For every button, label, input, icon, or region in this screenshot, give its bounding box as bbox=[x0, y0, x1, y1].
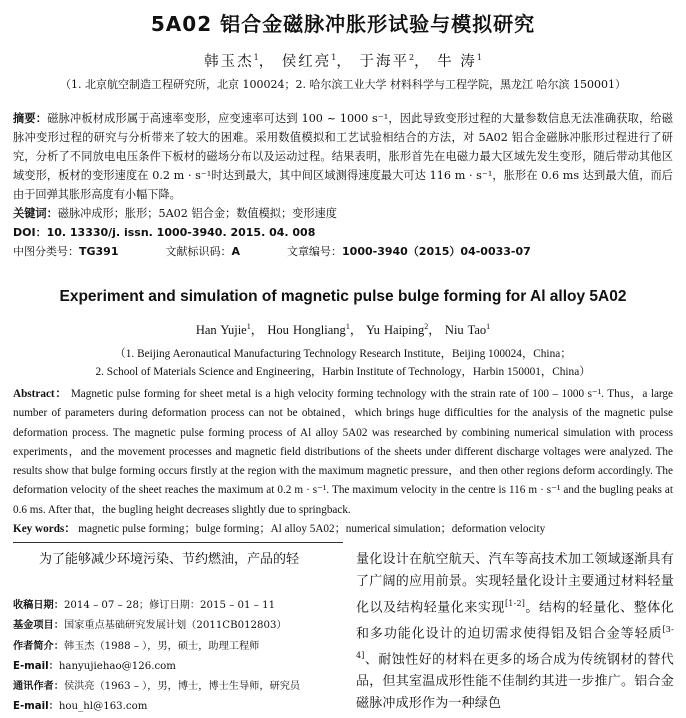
author-en: Yu Haiping bbox=[365, 323, 425, 337]
doc-code-value: A bbox=[231, 245, 241, 258]
footnote-label: E-mail： bbox=[13, 701, 59, 713]
affiliation-cn: （1. 北京航空制造工程研究所，北京 100024；2. 哈尔滨工业大学 材料科学与工程学院，黑龙江 哈尔滨 150001） bbox=[60, 78, 626, 91]
abstract-en bbox=[13, 385, 673, 520]
footnote-author-email bbox=[13, 657, 343, 677]
keywords-en-label: Key words： bbox=[13, 523, 76, 536]
footnote-text: hou_hl@163.com bbox=[58, 701, 148, 713]
footnote-received bbox=[13, 596, 343, 616]
doc-code-label: 文献标识码： bbox=[165, 245, 232, 258]
footnote-label: 作者简介： bbox=[13, 640, 64, 652]
footnote-divider bbox=[13, 542, 343, 543]
author-affil-mark: 2 bbox=[424, 321, 429, 331]
author-cn: 牛 涛 bbox=[437, 54, 477, 70]
footnote-label: 收稿日期： bbox=[13, 600, 64, 611]
keywords-en-text: magnetic pulse forming；bulge forming；Al alloy 5A02；numerical simulation；deformation velocity bbox=[78, 523, 546, 536]
abstract-cn-block bbox=[13, 109, 673, 261]
footnote-text: hanyujiehao@126.com bbox=[58, 660, 176, 672]
author-affil-mark: 1 bbox=[486, 321, 491, 331]
intro-right-part3: 、耐蚀性好的材料在更多的场合成为传统钢材的替代品，但其室温成形性能不佳制约其进一步推广。铝合金磁脉冲成形作为一种绿色 bbox=[356, 652, 674, 711]
authors-cn: 韩玉杰$^1$， 侯红亮$^1$， 于海平$^2$， 牛 涛$^1$ bbox=[204, 53, 482, 70]
footnote-text: 国家重点基础研究发展计划（2011CB012803） bbox=[63, 620, 287, 632]
author-en: Niu Tao bbox=[444, 323, 487, 337]
abstract-en-block bbox=[13, 385, 673, 539]
author-cn: 侯红亮 bbox=[281, 54, 332, 70]
author-affil-mark: 1 bbox=[246, 321, 251, 331]
author-en: Han Yujie bbox=[195, 323, 247, 337]
paper-title-cn: 5A02 铝合金磁脉冲胀形试验与模拟研究 bbox=[150, 12, 536, 36]
abstract-cn bbox=[13, 109, 673, 204]
keywords-cn bbox=[13, 204, 673, 223]
author-en: Hou Hongliang bbox=[267, 323, 346, 337]
footnote-text: 侯洪亮（1963 – ），男，博士，博士生导师，研究员 bbox=[63, 681, 301, 693]
author-affil-mark: 1 bbox=[345, 321, 350, 331]
authors-en: Han Yujie$^1$， Hou Hongliang$^1$， Yu Haiping$^2$， Niu Tao$^1$ bbox=[195, 321, 491, 337]
intro-right-part1: 量化设计在航空航天、汽车等高技术加工领域逐渐具有了广阔的应用前景。实现轻量化设计主要通过材料轻量化以及结构轻量化来实现 bbox=[356, 552, 674, 615]
author-affil-mark: 1 bbox=[331, 53, 337, 63]
citation-ref: [1-2] bbox=[504, 598, 526, 608]
clc-label: 中图分类号： bbox=[13, 245, 79, 258]
author-affil-mark: 1 bbox=[476, 53, 482, 63]
affiliation-en-2: 2. School of Materials Science and Engineering，Harbin Institute of Technology，Harbin 150001，China） bbox=[95, 366, 591, 378]
article-no-value: 1000-3940（2015）04-0033-07 bbox=[342, 245, 531, 258]
author-affil-mark: 1 bbox=[253, 53, 259, 63]
footnote-text: 2014 – 07 – 28；修订日期：2015 – 01 – 11 bbox=[63, 600, 276, 611]
classification-line bbox=[13, 242, 673, 261]
abstract-en-label: Abstract： bbox=[13, 388, 68, 400]
citation-ref: [3-4] bbox=[356, 624, 674, 660]
footnote-author-bio bbox=[13, 637, 343, 657]
footnotes bbox=[13, 596, 343, 718]
affiliation-en-1: （1. Beijing Aeronautical Manufacturing Technology Research Institute，Beijing 100024，China； bbox=[114, 348, 572, 360]
footnote-text: 韩玉杰（1988 – ），男，硕士，助理工程师 bbox=[63, 640, 260, 652]
intro-right-part2: 。结构的轻量化、整体化和多功能化设计的迫切需求使得铝及铝合金等轻质 bbox=[356, 599, 674, 642]
intro-left-text: 为了能够减少环境污染、节约燃油，产品的轻 bbox=[39, 552, 300, 567]
footnote-label: 基金项目： bbox=[13, 620, 64, 632]
article-no-label: 文章编号： bbox=[287, 245, 343, 258]
footnote-label: 通讯作者： bbox=[13, 681, 64, 693]
footnote-label: E-mail： bbox=[13, 660, 59, 672]
footnote-corresponding bbox=[13, 677, 343, 697]
abstract-cn-text: 磁脉冲板材成形属于高速率变形，应变速率可达到 100 ~ 1000 s⁻¹，因此导致变形过程的大量参数信息无法准确获取，给磁脉冲变形过程的研究与分析带来了较大的困难。采用数值模拟和工艺试验相结合的方法，对 5A02 铝合金磁脉冲胀形过程进行了研究，分析了不同放电电压条件下板材的磁场分布以及运动过程。结果表明，胀形首先在电磁力最大区域先发生变形，随后带动其他区域变形，板材的变形速度在 0.2 m · s⁻¹时达到最大，其中间区域测得速度最大可达 116 m · s⁻¹，胀形在 0.6 ms 达到最大值，而后由于回弹其胀形高度有小幅下降。 bbox=[13, 112, 673, 201]
doi-line bbox=[13, 223, 673, 242]
intro-right-text bbox=[356, 549, 674, 715]
keywords-cn-label: 关键词： bbox=[13, 207, 58, 220]
footnote-funding bbox=[13, 616, 343, 636]
doi-label: DOI： bbox=[13, 226, 47, 239]
author-affil-mark: 2 bbox=[409, 53, 415, 63]
clc-value: TG391 bbox=[79, 245, 119, 258]
paper-title-en: Experiment and simulation of magnetic pulse bulge forming for Al alloy 5A02 bbox=[59, 288, 627, 305]
author-cn: 于海平 bbox=[359, 54, 409, 70]
author-cn: 韩玉杰 bbox=[204, 54, 254, 70]
footnote-corresponding-email bbox=[13, 697, 343, 717]
keywords-en bbox=[13, 520, 673, 539]
doi-value: 10. 13330/j. issn. 1000-3940. 2015. 04. 008 bbox=[46, 226, 316, 239]
abstract-cn-label: 摘要： bbox=[13, 112, 48, 125]
abstract-en-text: Magnetic pulse forming for sheet metal is a high velocity forming technology with the strain rate of 100 – 1000 s⁻¹. Thus，a large number of parameters during deformation process can not be obtained，which brings huge difficulties for the analysis of the magnetic pulse deformation process. The magnetic pulse forming process of Al alloy 5A02 was researched by combining numerical simulation with process experiments，and the movement processes and magnetic field distributions of the sheets under different discharge voltages were analyzed. The results show that bulge forming occurs firstly at the region with the maximum magnetic pressure，and then other regions deform accordingly. The deformation velocity of the sheet reaches the maximum at 0.2 m · s⁻¹. The maximum velocity in the centre is 116 m · s⁻¹ and the bugling peaks at 0.6 ms. After that，the bugling height decreases slightly due to springback. bbox=[13, 388, 673, 516]
keywords-cn-text: 磁脉冲成形；胀形；5A02 铝合金；数值模拟；变形速度 bbox=[57, 207, 337, 220]
